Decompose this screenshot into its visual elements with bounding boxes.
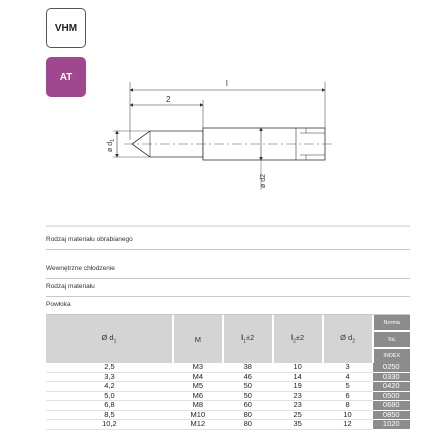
d1-dimension-label: ø $d_1$ (107, 139, 116, 152)
spec-table (46, 315, 410, 430)
cell-d2: 8 (323, 401, 373, 411)
table-row (46, 410, 410, 420)
header-l2: $l_2\pm 2$ (273, 315, 323, 363)
cell-m: M8 (173, 401, 223, 411)
cell-index: 0680 (373, 401, 411, 411)
param-material-type: Rodzaj materiału (46, 278, 410, 297)
table-row (46, 391, 410, 401)
cell-index: 0500 (373, 391, 411, 401)
cell-d1: 8,5 (46, 410, 173, 420)
table-row (46, 372, 410, 382)
cell-l2: 14 (273, 372, 323, 382)
cell-l1: 50 (223, 391, 273, 401)
coating-badge: AT (46, 57, 86, 97)
cell-m: M6 (173, 391, 223, 401)
table-row (46, 401, 410, 411)
header-norma: Norma (373, 315, 411, 331)
cell-index: 0250 (373, 363, 411, 372)
d2-dimension-label: ø d2 (260, 173, 267, 188)
material-badge: VHM (46, 8, 86, 48)
l-dimension-label: l (226, 79, 228, 88)
header-tol: ToL (373, 331, 411, 348)
header-index: INDEX (373, 348, 411, 363)
header-m: M (173, 315, 223, 363)
cell-l2: 19 (273, 382, 323, 392)
cell-l1: 46 (223, 372, 273, 382)
cell-index: 0420 (373, 382, 411, 392)
cell-l2: 35 (273, 420, 323, 430)
cell-d1: 10,2 (46, 420, 173, 430)
cell-m: M3 (173, 363, 223, 372)
cell-l1: 80 (223, 410, 273, 420)
header-d1: Ø $d_1$ (46, 315, 173, 363)
cell-index: 0850 (373, 410, 411, 420)
param-workpiece-material: Rodzaj materiału obrabianego (46, 231, 410, 250)
cell-l2: 23 (273, 401, 323, 411)
cell-index: 0330 (373, 372, 411, 382)
l2-dimension-label: 2 (166, 95, 171, 104)
table-row (46, 382, 410, 392)
cell-l2: 10 (273, 363, 323, 372)
cell-l1: 80 (223, 420, 273, 430)
cell-d1: 3,3 (46, 372, 173, 382)
cell-d2: 3 (323, 363, 373, 372)
param-coating: Powłoka (46, 296, 410, 315)
cell-d1: 6,8 (46, 401, 173, 411)
cell-l2: 23 (273, 391, 323, 401)
cell-l1: 60 (223, 401, 273, 411)
cell-m: M5 (173, 382, 223, 392)
header-l1: $l_1\pm 2$ (223, 315, 273, 363)
header-d2: Ø $d_2$ (323, 315, 373, 363)
cell-index: 1020 (373, 420, 411, 430)
cell-m: M4 (173, 372, 223, 382)
cell-d2: 4 (323, 372, 373, 382)
cell-d1: 5,0 (46, 391, 173, 401)
cell-d1: 4,2 (46, 382, 173, 392)
table-row (46, 420, 410, 430)
cell-d2: 6 (323, 391, 373, 401)
cell-d2: 10 (323, 410, 373, 420)
cell-l1: 38 (223, 363, 273, 372)
cell-m: M12 (173, 420, 223, 430)
table-row (46, 363, 410, 372)
cell-l2: 25 (273, 410, 323, 420)
param-internal-cooling: Wewnętrzne chłodzenie (46, 260, 410, 279)
cell-d2: 12 (323, 420, 373, 430)
cell-d2: 5 (323, 382, 373, 392)
cell-m: M10 (173, 410, 223, 420)
cell-l1: 50 (223, 382, 273, 392)
cell-d1: 2,5 (46, 363, 173, 372)
